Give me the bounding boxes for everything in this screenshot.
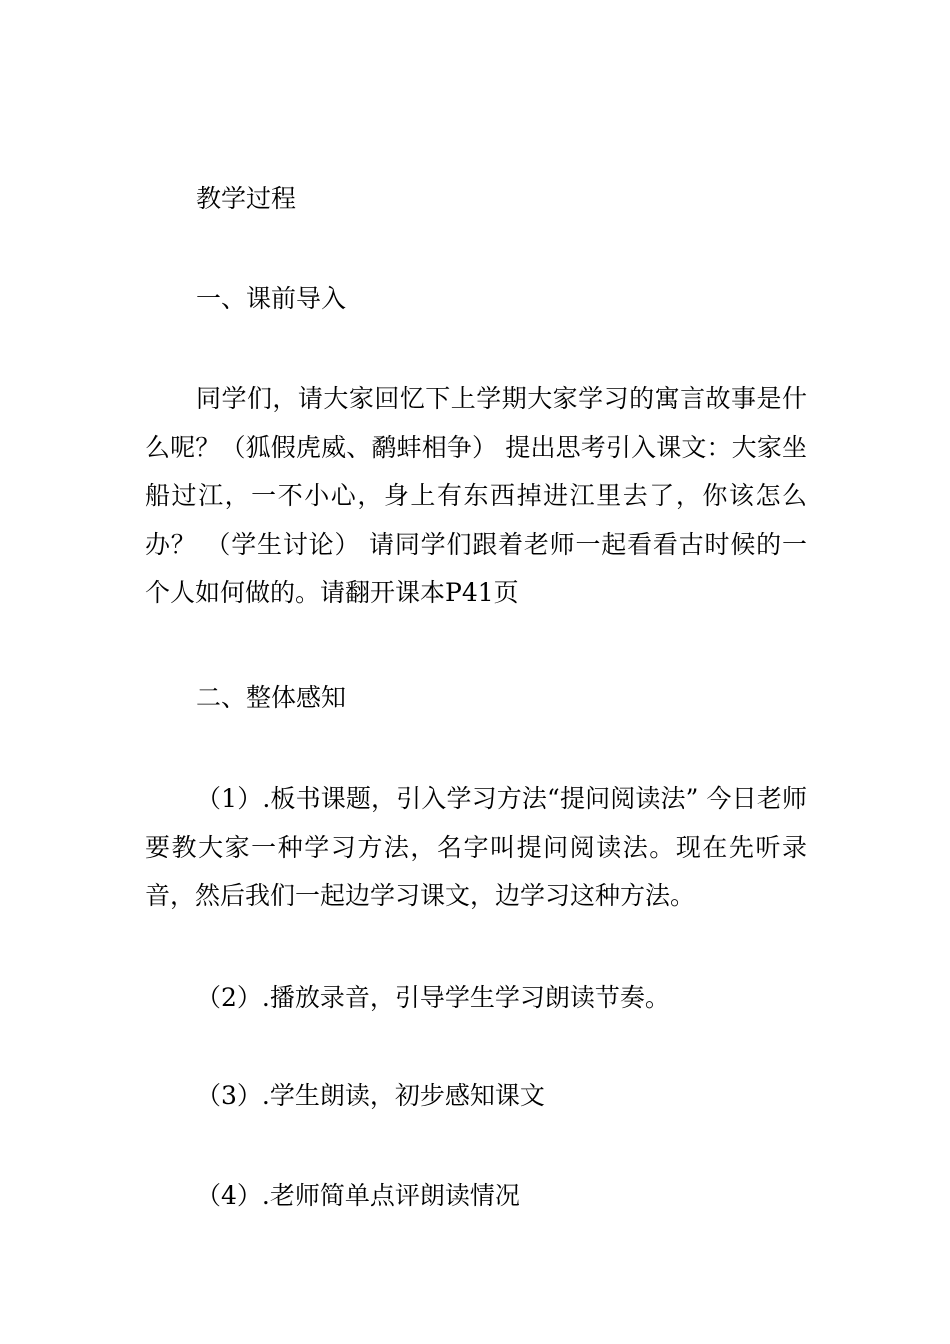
step-4-item: （4）.老师简单点评朗读情况 (196, 1181, 520, 1210)
step-2-item: （2）.播放录音，引导学生学习朗读节奏。 (196, 983, 670, 1012)
section-heading-introduction: 一、课前导入 (196, 284, 347, 313)
step-3-item: （3）.学生朗读，初步感知课文 (196, 1081, 545, 1110)
step-1-paragraph: （1）.板书课题，引入学习方法“提问阅读法” 今日老师要教大家一种学习方法，名字叫提问阅读法。现在先听录音，然后我们一起边学习课文，边学习这种方法。 (145, 784, 807, 910)
document-title: 教学过程 (196, 184, 297, 213)
section-heading-overall-perception: 二、整体感知 (196, 683, 347, 712)
introduction-paragraph: 同学们，请大家回忆下上学期大家学习的寓言故事是什么呢？（狐假虎威、鹬蚌相争） 提出思考引入课文：大家坐船过江，一不小心，身上有东西掉进江里去了，你该怎么办？ （学生讨论） 请同学们跟着老师一起看看古时候的一个人如何做的。请翻开课本P41页 (145, 384, 807, 607)
